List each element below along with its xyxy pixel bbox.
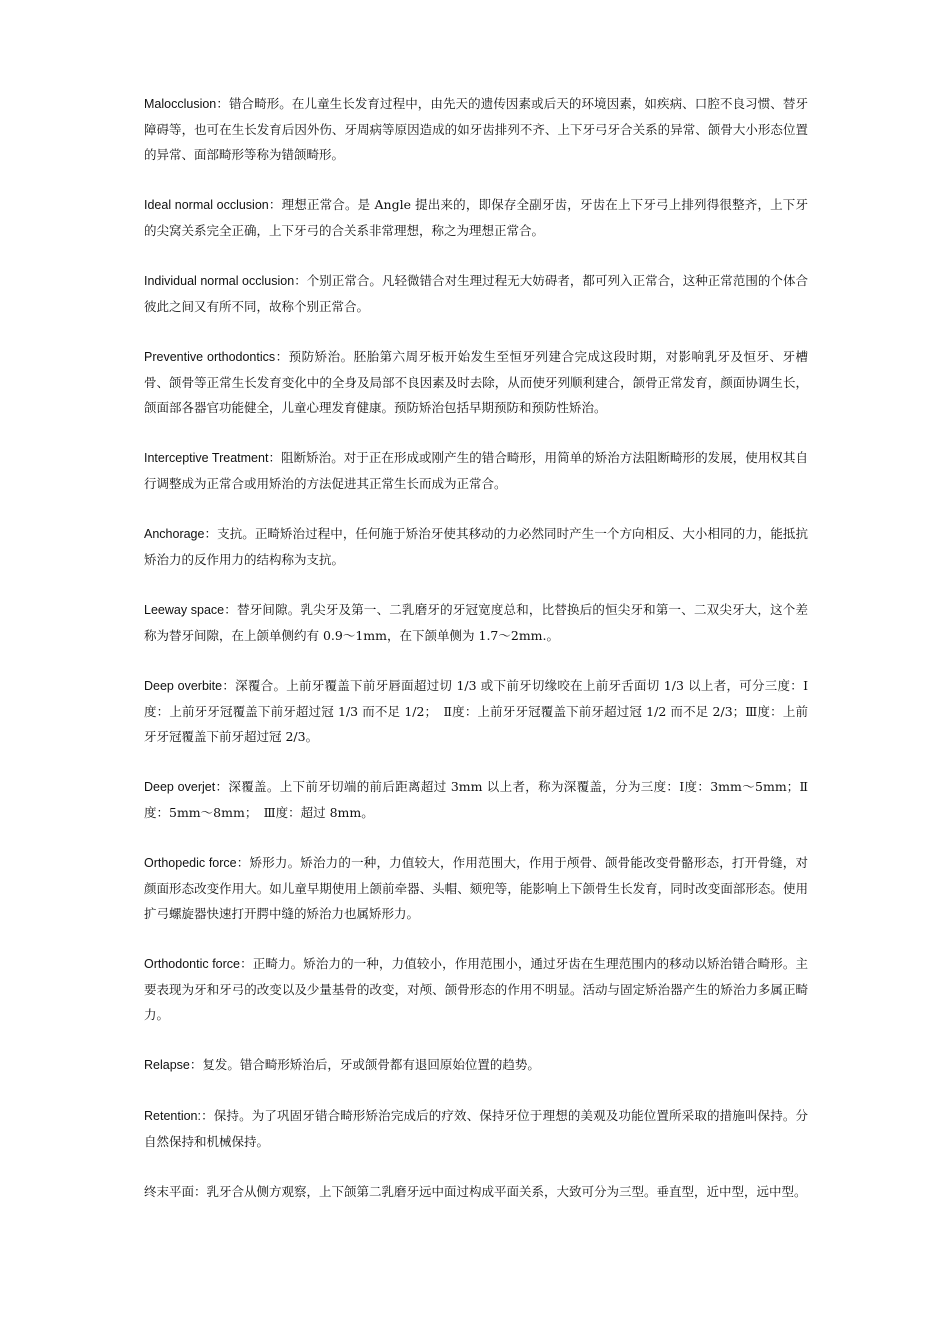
entry-definition: ：个别正常合。凡轻微错合对生理过程无大妨碍者，都可列入正常合，这种正常范围的个体合彼此之间又有所不同，故称个别正常合。	[144, 273, 808, 314]
entry-definition: 终末平面：乳牙合从侧方观察，上下颌第二乳磨牙远中面过构成平面关系，大致可分为三型。垂直型，近中型，远中型。	[144, 1184, 807, 1199]
entry-deep-overjet	[144, 774, 808, 825]
entry-term: Orthodontic force	[144, 957, 241, 971]
entry-ideal-normal-occlusion	[144, 192, 808, 243]
entry-preventive-orthodontics	[144, 344, 808, 420]
entry-term: Anchorage	[144, 527, 205, 541]
entry-definition: ：正畸力。矫治力的一种，力值较小，作用范围小，通过牙齿在生理范围内的移动以矫治错合畸形。主要表现为牙和牙弓的改变以及少量基骨的改变，对颅、颌骨形态的作用不明显。活动与固定矫治器产生的矫治力多属正畸力。	[144, 956, 808, 1022]
entry-orthopedic-force	[144, 850, 808, 926]
entry-definition: ：矫形力。矫治力的一种，力值较大，作用范围大，作用于颅骨、颌骨能改变骨骼形态，打开骨缝，对颜面形态改变作用大。如儿童早期使用上颌前牵器、头帽、颏兜等，能影响上下颌骨生长发育，同时改变面部形态。使用扩弓螺旋器快速打开腭中缝的矫治力也属矫形力。	[144, 855, 808, 921]
entry-term: Orthopedic force	[144, 856, 237, 870]
entry-term: Ideal normal occlusion	[144, 198, 269, 212]
entry-definition: ：支抗。正畸矫治过程中，任何施于矫治牙使其移动的力必然同时产生一个方向相反、大小相同的力，能抵抗矫治力的反作用力的结构称为支抗。	[144, 526, 808, 567]
entry-term: Deep overbite	[144, 679, 223, 693]
entry-definition: ：深覆合。上前牙覆盖下前牙唇面超过切 1/3 或下前牙切缘咬在上前牙舌面切 1/3 以上者，可分三度：Ⅰ度：上前牙牙冠覆盖下前牙超过冠 1/3 而不足 1/2； Ⅱ度：上前牙牙冠覆盖下前牙超过冠 1/2 而不足 2/3；Ⅲ度：上前牙牙冠覆盖下前牙超过冠 2/3。	[144, 678, 809, 744]
entry-malocclusion	[144, 91, 808, 167]
entry-definition: ：预防矫治。胚胎第六周牙板开始发生至恒牙列建合完成这段时期，对影响乳牙及恒牙、牙槽骨、颌骨等正常生长发育变化中的全身及局部不良因素及时去除，从而使牙列顺利建合，颌骨正常发育，颜面协调生长，颌面部各器官功能健全，儿童心理发育健康。预防矫治包括早期预防和预防性矫治。	[144, 349, 808, 415]
entry-term: Leeway space	[144, 603, 225, 617]
entry-terminal-plane	[144, 1179, 808, 1204]
entry-term: Deep overjet	[144, 780, 216, 794]
glossary-content	[144, 91, 808, 1229]
entry-definition: ：深覆盖。上下前牙切端的前后距离超过 3mm 以上者，称为深覆盖，分为三度：Ⅰ度：3mm～5mm；Ⅱ度：5mm～8mm； Ⅲ度：超过 8mm。	[144, 779, 809, 820]
entry-anchorage	[144, 521, 808, 572]
entry-definition: ：替牙间隙。乳尖牙及第一、二乳磨牙的牙冠宽度总和，比替换后的恒尖牙和第一、二双尖牙大，这个差称为替牙间隙，在上颌单侧约有 0.9～1mm，在下颌单侧为 1.7～2mm.。	[144, 602, 808, 643]
entry-retention	[144, 1103, 808, 1154]
entry-orthodontic-force	[144, 951, 808, 1027]
entry-term: Interceptive Treatment	[144, 451, 269, 465]
entry-deep-overbite	[144, 673, 808, 749]
entry-term: Individual normal occlusion	[144, 274, 295, 288]
entry-term: Malocclusion	[144, 97, 217, 111]
entry-leeway-space	[144, 597, 808, 648]
entry-interceptive-treatment	[144, 445, 808, 496]
entry-definition: ：复发。错合畸形矫治后，牙或颌骨都有退回原始位置的趋势。	[189, 1057, 540, 1072]
entry-term: Retention:	[144, 1109, 201, 1123]
entry-relapse	[144, 1052, 808, 1078]
entry-definition: ：保持。为了巩固牙错合畸形矫治完成后的疗效、保持牙位于理想的美观及功能位置所采取的措施叫保持。分自然保持和机械保持。	[144, 1108, 808, 1149]
entry-term: Preventive orthodontics	[144, 350, 276, 364]
entry-definition: ：阻断矫治。对于正在形成或刚产生的错合畸形，用简单的矫治方法阻断畸形的发展，使用权其自行调整成为正常合或用矫治的方法促进其正常生长而成为正常合。	[144, 450, 808, 491]
entry-definition: ：错合畸形。在儿童生长发育过程中，由先天的遗传因素或后天的环境因素，如疾病、口腔不良习惯、替牙障碍等，也可在生长发育后因外伤、牙周病等原因造成的如牙齿排列不齐、上下牙弓牙合关系的异常、颌骨大小形态位置的异常、面部畸形等称为错颌畸形。	[144, 96, 808, 162]
entry-definition: ：理想正常合。是 Angle 提出来的，即保存全副牙齿，牙齿在上下牙弓上排列得很整齐，上下牙的尖窝关系完全正确，上下牙弓的合关系非常理想，称之为理想正常合。	[144, 197, 808, 238]
entry-individual-normal-occlusion	[144, 268, 808, 319]
entry-term: Relapse	[144, 1058, 190, 1072]
